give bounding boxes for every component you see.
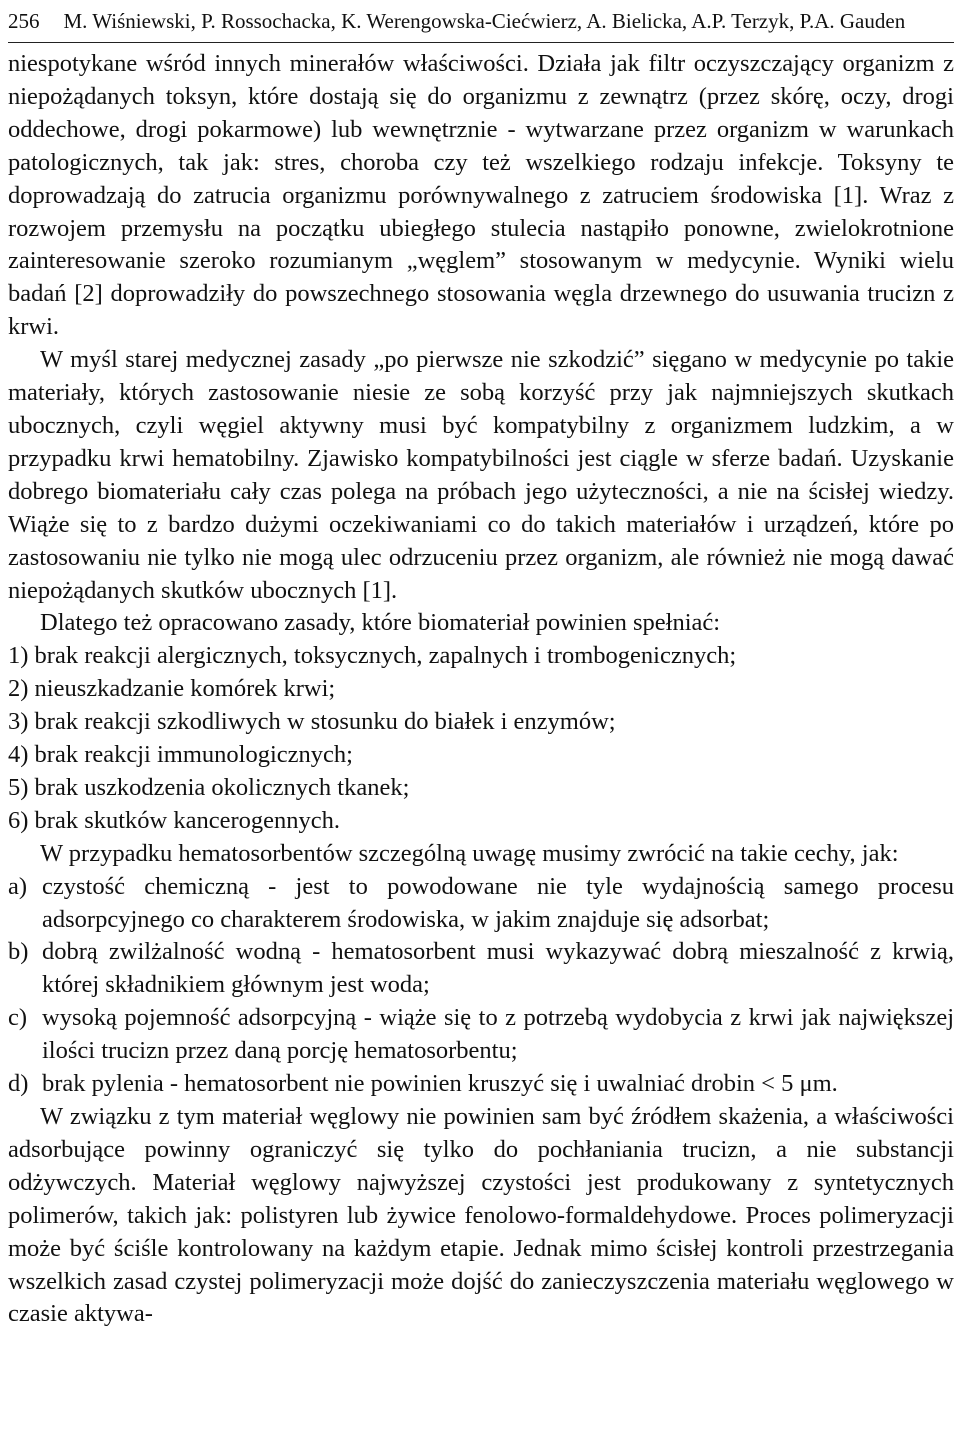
paragraph-3: Dlatego też opracowano zasady, które biomateriał powinien spełniać: <box>40 609 721 637</box>
paragraph-4: W przypadku hematosorbentów szczególną uwagę musimy zwrócić na takie cechy, jak: <box>40 839 899 867</box>
body-text <box>8 48 954 1331</box>
list-item <box>8 1068 954 1101</box>
list-item-text: czystość chemiczną - jest to powodowane nie tyle wydajnością samego procesu adsorpcyjnego co charakterem środowiska, w jakim znajduje się adsorbat; <box>42 872 954 933</box>
header-authors: M. Wiśniewski, P. Rossochacka, K. Werengowska-Ciećwierz, A. Bielicka, A.P. Terzyk, P.A. Gauden <box>63 9 906 33</box>
list-item: 4) brak reakcji immunologicznych; <box>8 741 353 769</box>
list-item-text: wysoką pojemność adsorpcyjną - wiąże się to z potrzebą wydobycia z krwi jak największej ilości trucizn przez daną porcję hematosorbentu; <box>42 1004 954 1065</box>
list-marker: d) <box>8 1070 29 1098</box>
list-item: 1) brak reakcji alergicznych, toksycznych, zapalnych i trombogenicznych; <box>8 642 737 670</box>
paragraph-5: W związku z tym materiał węglowy nie powinien sam być źródłem skażenia, a właściwości adsorbujące powinny ograniczyć się tylko do pochłaniania trucizn, a nie substancji odżywczych. Materiał węglowy najwyższej czystości jest produkowany z syntetycznych polimerów, takich jak: polistyren lub żywice fenolowo-formaldehydowe. Proces polimeryzacji może być ściśle kontrolowany na każdym etapie. Jednak mimo ścisłej kontroli przestrzegania wszelkich zasad czystej polimeryzacji może dojść do zanieczyszczenia materiału węglowego w czasie aktywa- <box>8 1103 954 1328</box>
list-item-text: brak pylenia - hematosorbent nie powinien kruszyć się i uwalniać drobin < 5 μm. <box>42 1070 838 1098</box>
list-marker: a) <box>8 872 28 900</box>
list-item: 5) brak uszkodzenia okolicznych tkanek; <box>8 773 410 801</box>
list-marker: b) <box>8 938 29 966</box>
requirements-list <box>8 640 954 837</box>
list-marker: c) <box>8 1004 28 1032</box>
list-item: 6) brak skutków kancerogennych. <box>8 806 341 834</box>
list-item: 3) brak reakcji szkodliwych w stosunku do białek i enzymów; <box>8 708 616 736</box>
list-item: 2) nieuszkadzanie komórek krwi; <box>8 675 336 703</box>
paragraph-1: niespotykane wśród innych minerałów właściwości. Działa jak filtr oczyszczający organizm z niepożądanych toksyn, które dostają się do organizmu z zewnątrz (przez skórę, oczy, drogi oddechowe, drogi pokarmowe) lub wewnętrznie - wytwarzane przez organizm w warunkach patologicznych, tak jak: stres, choroba czy też wszelkiego rodzaju infekcje. Toksyny te doprowadzają do zatrucia organizmu porównywalnego z zatruciem środowiska [1]. Wraz z rozwojem przemysłu na początku ubiegłego stulecia nastąpiło ponowne, zwielokrotnione zainteresowanie szeroko rozumianym „węglem” stosowanym w medycynie. Wyniki wielu badań [2] doprowadziły do powszechnego stosowania węgla drzewnego do usuwania trucizn z krwi. <box>8 50 954 341</box>
list-item <box>8 871 954 937</box>
list-item <box>8 936 954 1002</box>
list-item <box>8 1002 954 1068</box>
page-number: 256 <box>8 9 40 33</box>
paragraph-2: W myśl starej medycznej zasady „po pierwsze nie szkodzić” sięgano w medycynie po takie materiały, których zastosowanie niesie ze sobą korzyść przy jak najmniejszych skutkach ubocznych, czyli węgiel aktywny musi być kompatybilny z organizmem ludzkim, a w przypadku krwi hematobilny. Zjawisko kompatybilności jest ciągle w sferze badań. Uzyskanie dobrego biomateriału cały czas polega na próbach jego użyteczności, a nie na ścisłej wiedzy. Wiąże się to z bardzo dużymi oczekiwaniami co do takich materiałów i urządzeń, które po zastosowaniu nie tylko nie mogą ulec odrzuceniu przez organizm, ale również nie mogą dawać niepożądanych skutków ubocznych [1]. <box>8 346 954 604</box>
features-list <box>8 871 954 1101</box>
list-item-text: dobrą zwilżalność wodną - hematosorbent musi wykazywać dobrą mieszalność z krwią, której składnikiem głównym jest woda; <box>42 938 954 999</box>
document-page <box>8 0 954 1331</box>
running-header <box>8 0 954 43</box>
